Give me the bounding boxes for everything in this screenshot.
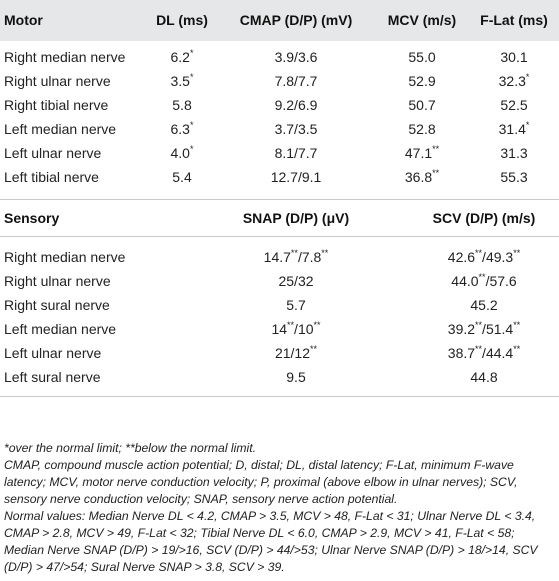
snap-value: 21/12** — [274, 344, 318, 361]
cmap-value — [275, 49, 318, 65]
table-footnotes — [4, 440, 556, 576]
cmap-value — [275, 73, 318, 89]
flat-value-text: 31.4 — [498, 121, 526, 137]
mcv-value — [408, 121, 435, 137]
snap-value: 25/32 — [278, 273, 314, 289]
nerve-name: Left sural nerve — [4, 369, 101, 385]
normal-values-note: Normal values: Median Nerve DL < 4.2, CMAP > 3.5, MCV > 48, F-Lat < 31; Ulnar Nerve DL < 3.4, CMAP > 2.8, MCV > 49, F-Lat < 32; Tibial Nerve DL < 6.0, CMAP > 2.9, MCV > 41, F-Lat < 58; Median Nerve SNAP (D/P) > 19/>16, SCV (D/P) > 44/>53; Ulnar Nerve SNAP (D/P) > 18/>14, SCV (D/P) > 47/>54; Sural Nerve SNAP > 3.8, SCV > 39. — [4, 509, 538, 574]
motor-row — [0, 118, 559, 142]
abbreviations-note: CMAP, compound muscle action potential; D, distal; DL, distal latency; F-Lat, minimum F-wave latency; MCV, motor nerve conduction velocity; P, proximal (above elbow in ulnar nerves); SCV, sensory nerve conduction velocity; SNAP, sensory nerve action potential. — [4, 458, 518, 506]
nerve-name-text: Left ulnar nerve — [4, 145, 102, 161]
motor-row — [0, 166, 559, 190]
scv-value: 44.8 — [470, 369, 498, 385]
cmap-value-text: 9.2/6.9 — [274, 97, 318, 113]
motor-header-label: Motor — [4, 12, 43, 28]
cmap-value-text: 3.7/3.5 — [274, 121, 318, 137]
sensory-header-label: Sensory — [4, 210, 60, 226]
scv-header: SCV (D/P) (m/s) — [432, 210, 536, 226]
mcv-value-text: 52.8 — [408, 121, 436, 137]
dl-value — [172, 169, 191, 185]
dl-value — [171, 121, 194, 137]
sensory-rows — [0, 246, 559, 390]
cmap-value — [275, 121, 318, 137]
mcv-value — [408, 73, 435, 89]
nerve-name-text: Left median nerve — [4, 121, 117, 137]
dl-value-text: 5.4 — [172, 169, 192, 185]
mcv-value-text: 50.7 — [408, 97, 436, 113]
nerve-name — [4, 97, 108, 113]
motor-row — [0, 142, 559, 166]
cmap-header: CMAP (D/P) (mV) — [239, 12, 353, 28]
dl-value-text: 5.8 — [172, 97, 192, 113]
dl-value-text: 6.2 — [170, 49, 190, 65]
flat-value-text: 30.1 — [500, 49, 528, 65]
flat-value — [500, 97, 527, 113]
snap-value: 5.7 — [286, 297, 306, 313]
scv-value: 45.2 — [470, 297, 498, 313]
significance-marker: * — [189, 72, 194, 83]
dl-value — [171, 49, 194, 65]
dl-value-text: 4.0 — [170, 145, 190, 161]
mcv-header: MCV (m/s) — [387, 12, 457, 28]
mcv-value-text: 55.0 — [408, 49, 436, 65]
significance-marker: * — [189, 120, 194, 131]
mcv-value — [408, 49, 435, 65]
significance-marker: * — [525, 120, 530, 131]
cmap-value — [275, 97, 318, 113]
cmap-value-text: 7.8/7.7 — [274, 73, 318, 89]
nerve-name — [4, 49, 125, 65]
mcv-value-text: 52.9 — [408, 73, 436, 89]
significance-marker: * — [525, 72, 530, 83]
significance-marker: ** — [432, 144, 440, 155]
flat-value — [500, 145, 527, 161]
snap-value: 9.5 — [286, 369, 306, 385]
footnote-divider — [0, 396, 559, 397]
sensory-row — [0, 318, 559, 342]
sensory-header-row — [0, 200, 559, 236]
mcv-value-text: 36.8 — [404, 169, 433, 185]
flat-value — [500, 169, 527, 185]
mcv-value — [405, 145, 439, 161]
sensory-row — [0, 366, 559, 390]
mcv-value-text: 47.1 — [404, 145, 433, 161]
flat-value — [500, 49, 527, 65]
cmap-value-text: 8.1/7.7 — [274, 145, 318, 161]
nerve-name-text: Left tibial nerve — [4, 169, 99, 185]
snap-value: 14.7**/7.8** — [263, 248, 329, 265]
nerve-name: Right ulnar nerve — [4, 273, 111, 289]
motor-row — [0, 94, 559, 118]
mcv-value — [408, 97, 435, 113]
dl-value — [171, 73, 194, 89]
sensory-row — [0, 246, 559, 270]
nerve-name: Right median nerve — [4, 249, 126, 265]
mcv-value — [405, 169, 439, 185]
nerve-name — [4, 73, 111, 89]
scv-value: 39.2**/51.4** — [447, 320, 521, 337]
nerve-name — [4, 145, 101, 161]
nerve-name-text: Right ulnar nerve — [4, 73, 111, 89]
scv-value: 44.0**/57.6 — [451, 272, 517, 289]
sensory-row — [0, 270, 559, 294]
significance-marker: * — [189, 48, 194, 59]
flat-value — [499, 73, 530, 89]
flat-value — [499, 121, 530, 137]
snap-header: SNAP (D/P) (μV) — [242, 210, 350, 226]
flat-header: F-Lat (ms) — [480, 12, 548, 28]
cmap-value — [275, 145, 318, 161]
nerve-name-text: Right tibial nerve — [4, 97, 109, 113]
flat-value-text: 32.3 — [498, 73, 526, 89]
nerve-name — [4, 169, 99, 185]
flat-value-text: 52.5 — [500, 97, 528, 113]
motor-header-row — [0, 0, 559, 41]
flat-value-text: 55.3 — [500, 169, 528, 185]
dl-header: DL (ms) — [156, 12, 208, 28]
motor-row — [0, 70, 559, 94]
motor-row — [0, 46, 559, 70]
sensory-row — [0, 294, 559, 318]
cmap-value-text: 12.7/9.1 — [270, 169, 322, 185]
dl-value — [172, 97, 191, 113]
cmap-value — [271, 169, 322, 185]
nerve-name-text: Right median nerve — [4, 49, 126, 65]
significance-note: *over the normal limit; **below the normal limit. — [4, 441, 256, 455]
nerve-name: Left median nerve — [4, 321, 117, 337]
dl-value-text: 6.3 — [170, 121, 190, 137]
significance-marker: * — [189, 144, 194, 155]
nerve-name: Left ulnar nerve — [4, 345, 102, 361]
scv-value: 38.7**/44.4** — [447, 344, 521, 361]
cmap-value-text: 3.9/3.6 — [274, 49, 318, 65]
nerve-name: Right sural nerve — [4, 297, 110, 313]
nerve-name — [4, 121, 116, 137]
motor-rows — [0, 46, 559, 190]
dl-value-text: 3.5 — [170, 73, 190, 89]
significance-marker: ** — [432, 168, 440, 179]
dl-value — [171, 145, 194, 161]
scv-value: 42.6**/49.3** — [447, 248, 521, 265]
flat-value-text: 31.3 — [500, 145, 528, 161]
sensory-row — [0, 342, 559, 366]
snap-value: 14**/10** — [271, 320, 321, 337]
